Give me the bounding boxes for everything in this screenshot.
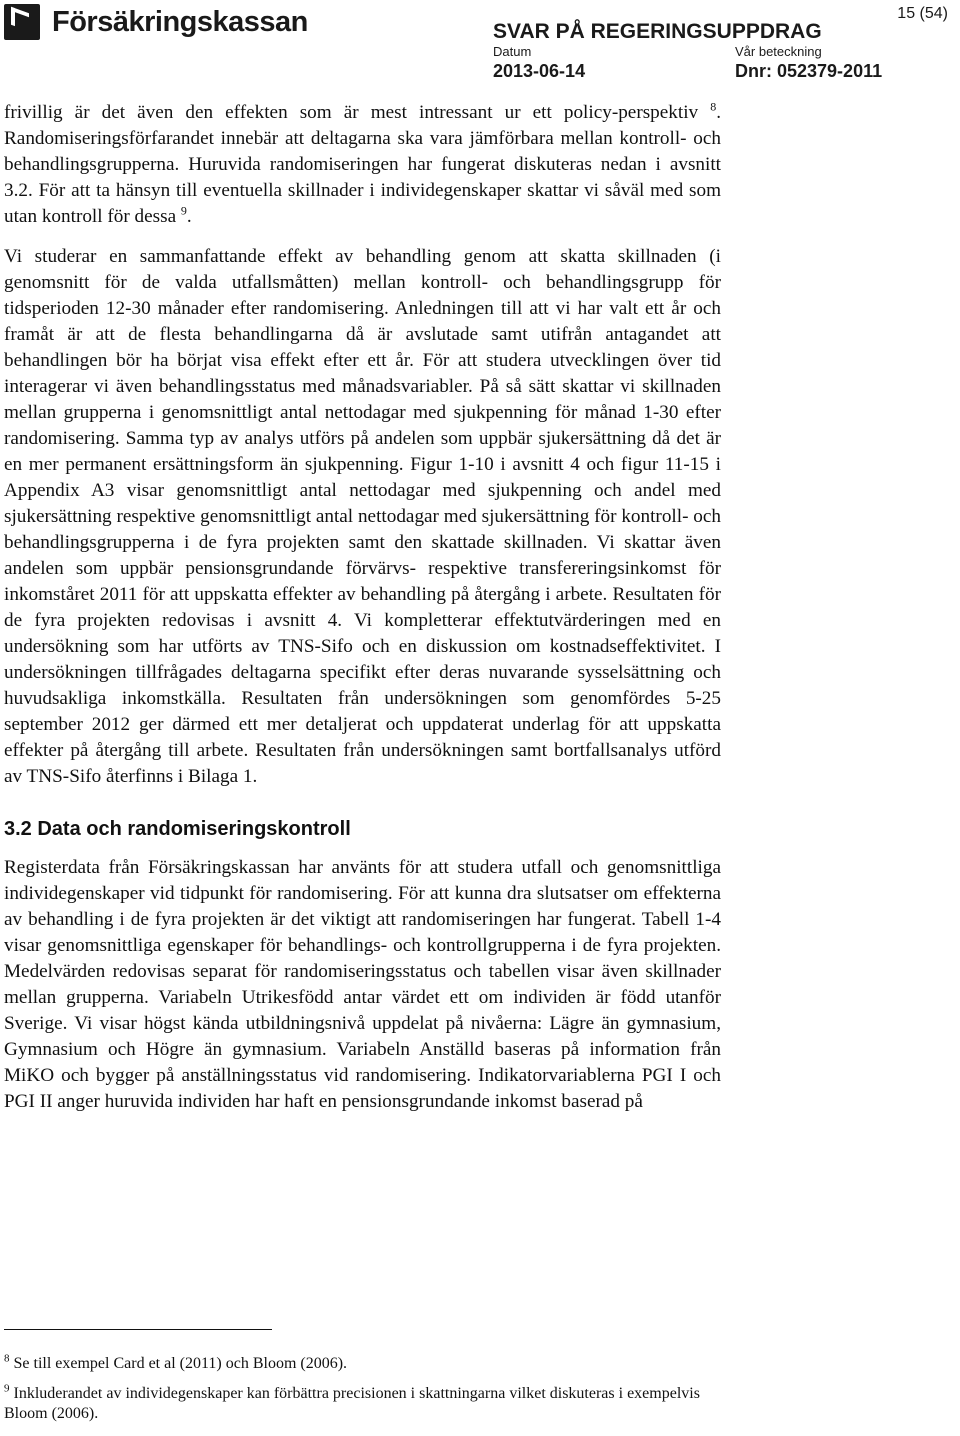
page-header (0, 0, 960, 86)
date-value: 2013-06-14 (493, 61, 586, 81)
report-title: SVAR PÅ REGERINGSUPPDRAG (493, 20, 822, 43)
footnote-text: Inkluderandet av individegenskaper kan förbättra precisionen i skattningarna vilket diskuteras i exempelvis Bloom (2006). (4, 1385, 700, 1422)
footnote-divider (4, 1329, 272, 1330)
footnote-ref-9[interactable]: 9 (180, 203, 187, 218)
reference-label: Vår beteckning (735, 44, 822, 59)
page-number: 15 (54) (897, 5, 948, 22)
intro-text-c: . (186, 206, 192, 227)
footnote-number: 9 (4, 1382, 10, 1395)
agency-logo (4, 4, 308, 40)
method-paragraph: Vi studerar en sammanfattande effekt av behandling genom att skatta skillnaden (i genomsnitt för de valda utfallsmåtten) mellan kontroll- och behandlingsgrupp för tidsperioden 12-30 månader efter randomisering. Anledningen till att vi har valt ett år och framåt är att de flesta behandlingarna då är avslutade samt utifrån antagandet att behandlingen bör ha börjat visa effekt efter ett år. För att studera utvecklingen över tid interagerar vi även behandlingsstatus med månadsvariabler. På så sätt skattar vi skillnaden mellan grupperna i genomsnittligt antal nettodagar med sjukpenning för månad 1-30 efter randomisering. Samma typ av analys utförs på andelen som uppbär sjukersättning då det är en mer permanent ersättningsform än sjukpenning. Figur 1-10 i avsnitt 4 och figur 11-15 i Appendix A3 visar genomsnittligt antal nettodagar med sjukpenning och andel med sjukersättning respektive genomsnittligt antal nettodagar med sjukersättning för kontroll- och behandlingsgrupperna i de fyra projekten samt den skattade skillnaden. Vi skattar även andelen som uppbär pensionsgrundande förvärvs- respektive transfereringsinkomst för inkomståret 2011 för att uppskatta effekter av behandling på återgång i arbete. Resultaten för de fyra projekten redovisas i avsnitt 4. Vi kompletterar effektutvärderingen med en undersökning som har utförts av TNS-Sifo och en diskussion om kostnadseffektivitet. I undersökningen tillfrågades deltagarna specifikt efter deras nuvarande sysselsättning och huvudsakliga inkomstkälla. Resultaten från undersökningen som genomfördes 5-25 september 2012 ger därmed ett mer detaljerat och uppdaterat underlag för att uppskatta effekter på återgång till arbete. Resultaten från undersökningen samt bortfallsanalys utförd av TNS-Sifo återfinns i Bilaga 1. (4, 246, 721, 787)
intro-text-a: frivillig är det även den effekten som är mest intressant ur ett policy-perspektiv (4, 102, 699, 123)
data-paragraph: Registerdata från Försäkringskassan har använts för att studera utfall och genomsnittliga individegenskaper vid tidpunkt för randomisering. För att kunna dra slutsatser om effekterna av behandling i de fyra projekten är det viktigt att randomiseringen har fungerat. Tabell 1-4 visar genomsnittliga egenskaper för behandlings- och kontrollgrupperna i de fyra projekten. Medelvärden redovisas separat för randomiseringsstatus och tabellen visar även skillnader mellan grupperna. Variabeln Utrikesfödd antar värdet ett om individen är född utanför Sverige. Vi visar högst kända utbildningsnivå uppdelat på nivåerna: Lägre än gymnasium, Gymnasium och Högre än gymnasium. Variabeln Anställd baseras på information från MiKO och bygger på anställningsstatus vid randomisering. Indikatorvariablerna PGI I och PGI II anger huruvida individen har haft en pensionsgrundande inkomst baserad på (4, 857, 721, 1112)
intro-paragraph (4, 100, 721, 230)
intro-text-b: . Randomiseringsförfarandet innebär att deltagarna ska vara jämförbara mellan kontroll- och behandlingsgrupperna. Huruvida randomiseringen har fungerat diskuteras nedan i avsnitt 3.2. För att ta hänsyn till eventuella skillnader i individegenskaper skattar vi såväl med som utan kontroll för dessa (4, 102, 722, 227)
date-label: Datum (493, 44, 532, 59)
reference-value: Dnr: 052379-2011 (735, 61, 883, 81)
footnotes (4, 1354, 724, 1434)
logo-text: Försäkringskassan (52, 5, 308, 38)
footnote-number: 8 (4, 1352, 10, 1365)
section-heading: 3.2 Data och randomiseringskontroll (4, 818, 351, 840)
footnote-8 (4, 1354, 724, 1374)
document-body (4, 100, 721, 1125)
footnote-ref-8[interactable]: 8 (710, 99, 717, 114)
footnote-text: Se till exempel Card et al (2011) och Bloom (2006). (13, 1355, 348, 1372)
footnote-9 (4, 1384, 724, 1424)
logo-mark-icon (4, 4, 40, 40)
